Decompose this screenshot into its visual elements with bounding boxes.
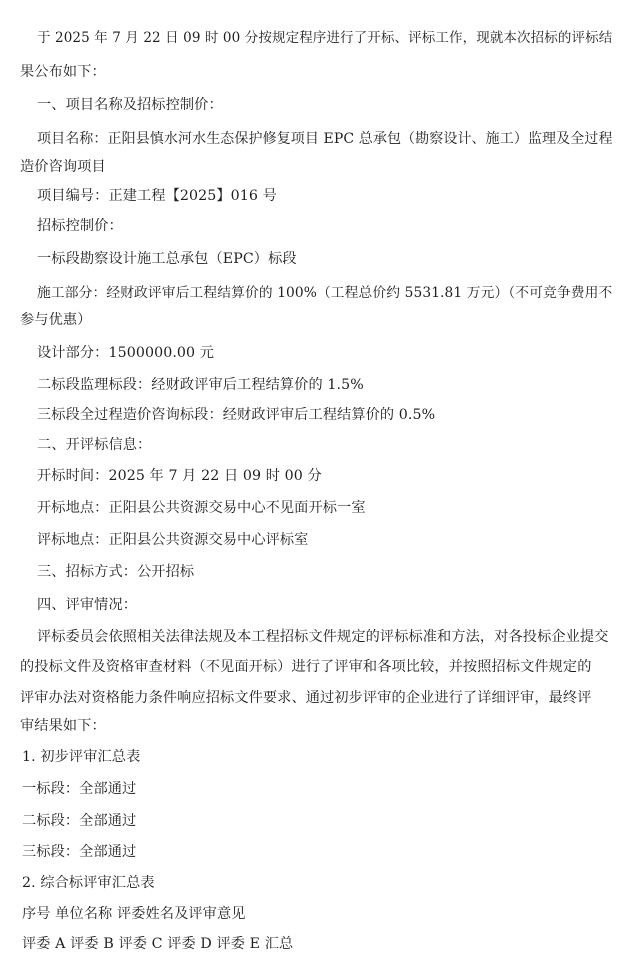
- section-heading-review: 四、评审情况：: [37, 597, 138, 613]
- control-price-label: 招标控制价：: [37, 218, 123, 234]
- lot1-title: 一标段勘察设计施工总承包（EPC）标段: [37, 251, 297, 267]
- lot3-cost-consulting: 三标段全过程造价咨询标段：经财政评审后工程结算价的 0.5%: [37, 407, 436, 423]
- bid-evaluation-place: 评标地点：正阳县公共资源交易中心评标室: [37, 532, 309, 548]
- design-part: 设计部分：1500000.00 元: [37, 345, 215, 361]
- prelim-lot1-result: 一标段：全部通过: [22, 781, 137, 797]
- prelim-lot3-result: 三标段：全部通过: [22, 844, 137, 860]
- bid-opening-time: 开标时间：2025 年 7 月 22 日 09 时 00 分: [37, 468, 322, 484]
- comprehensive-review-heading: 2. 综合标评审汇总表: [22, 875, 155, 891]
- prelim-lot2-result: 二标段：全部通过: [22, 813, 137, 829]
- prelim-review-heading: 1. 初步评审汇总表: [22, 749, 141, 765]
- section-heading-method: 三、招标方式：公开招标: [37, 564, 195, 580]
- table-header-columns: 序号 单位名称 评委姓名及评审意见: [22, 906, 246, 922]
- table-header-judges: 评委 A 评委 B 评委 C 评委 D 评委 E 汇总: [22, 936, 294, 952]
- project-number: 项目编号：正建工程【2025】016 号: [37, 188, 277, 204]
- construction-part-line-1: 施工部分：经财政评审后工程结算价的 100%（工程总价约 5531.81 万元）（不可竞争费用不: [37, 285, 613, 301]
- intro-text-line-1: 于 2025 年 7 月 22 日 09 时 00 分按规定程序进行了开标、评标工作，现就本次招标的评标结: [37, 30, 613, 46]
- review-paragraph-line-3: 评审办法对资格能力条件响应招标文件要求、通过初步评审的企业进行了详细评审，最终评: [20, 690, 592, 706]
- section-heading-bid-info: 二、开评标信息：: [37, 437, 152, 453]
- intro-text-line-2: 果公布如下：: [20, 64, 106, 80]
- bid-opening-place: 开标地点：正阳县公共资源交易中心不见面开标一室: [37, 500, 366, 516]
- project-name-line-1: 项目名称：正阳县慎水河水生态保护修复项目 EPC 总承包（勘察设计、施工）监理及全过程: [37, 131, 613, 147]
- lot2-supervision: 二标段监理标段：经财政评审后工程结算价的 1.5%: [37, 377, 364, 393]
- construction-part-line-2: 参与优惠）: [20, 312, 92, 328]
- review-paragraph-line-2: 的投标文件及资格审查材料（不见面开标）进行了评审和各项比较，并按照招标文件规定的: [20, 659, 592, 675]
- review-paragraph-line-1: 评标委员会依照相关法律法规及本工程招标文件规定的评标标准和方法，对各投标企业提交: [37, 629, 609, 645]
- review-paragraph-line-4: 审结果如下：: [20, 718, 106, 734]
- project-name-line-2: 造价咨询项目: [20, 159, 106, 175]
- section-heading-project: 一、项目名称及招标控制价：: [37, 97, 223, 113]
